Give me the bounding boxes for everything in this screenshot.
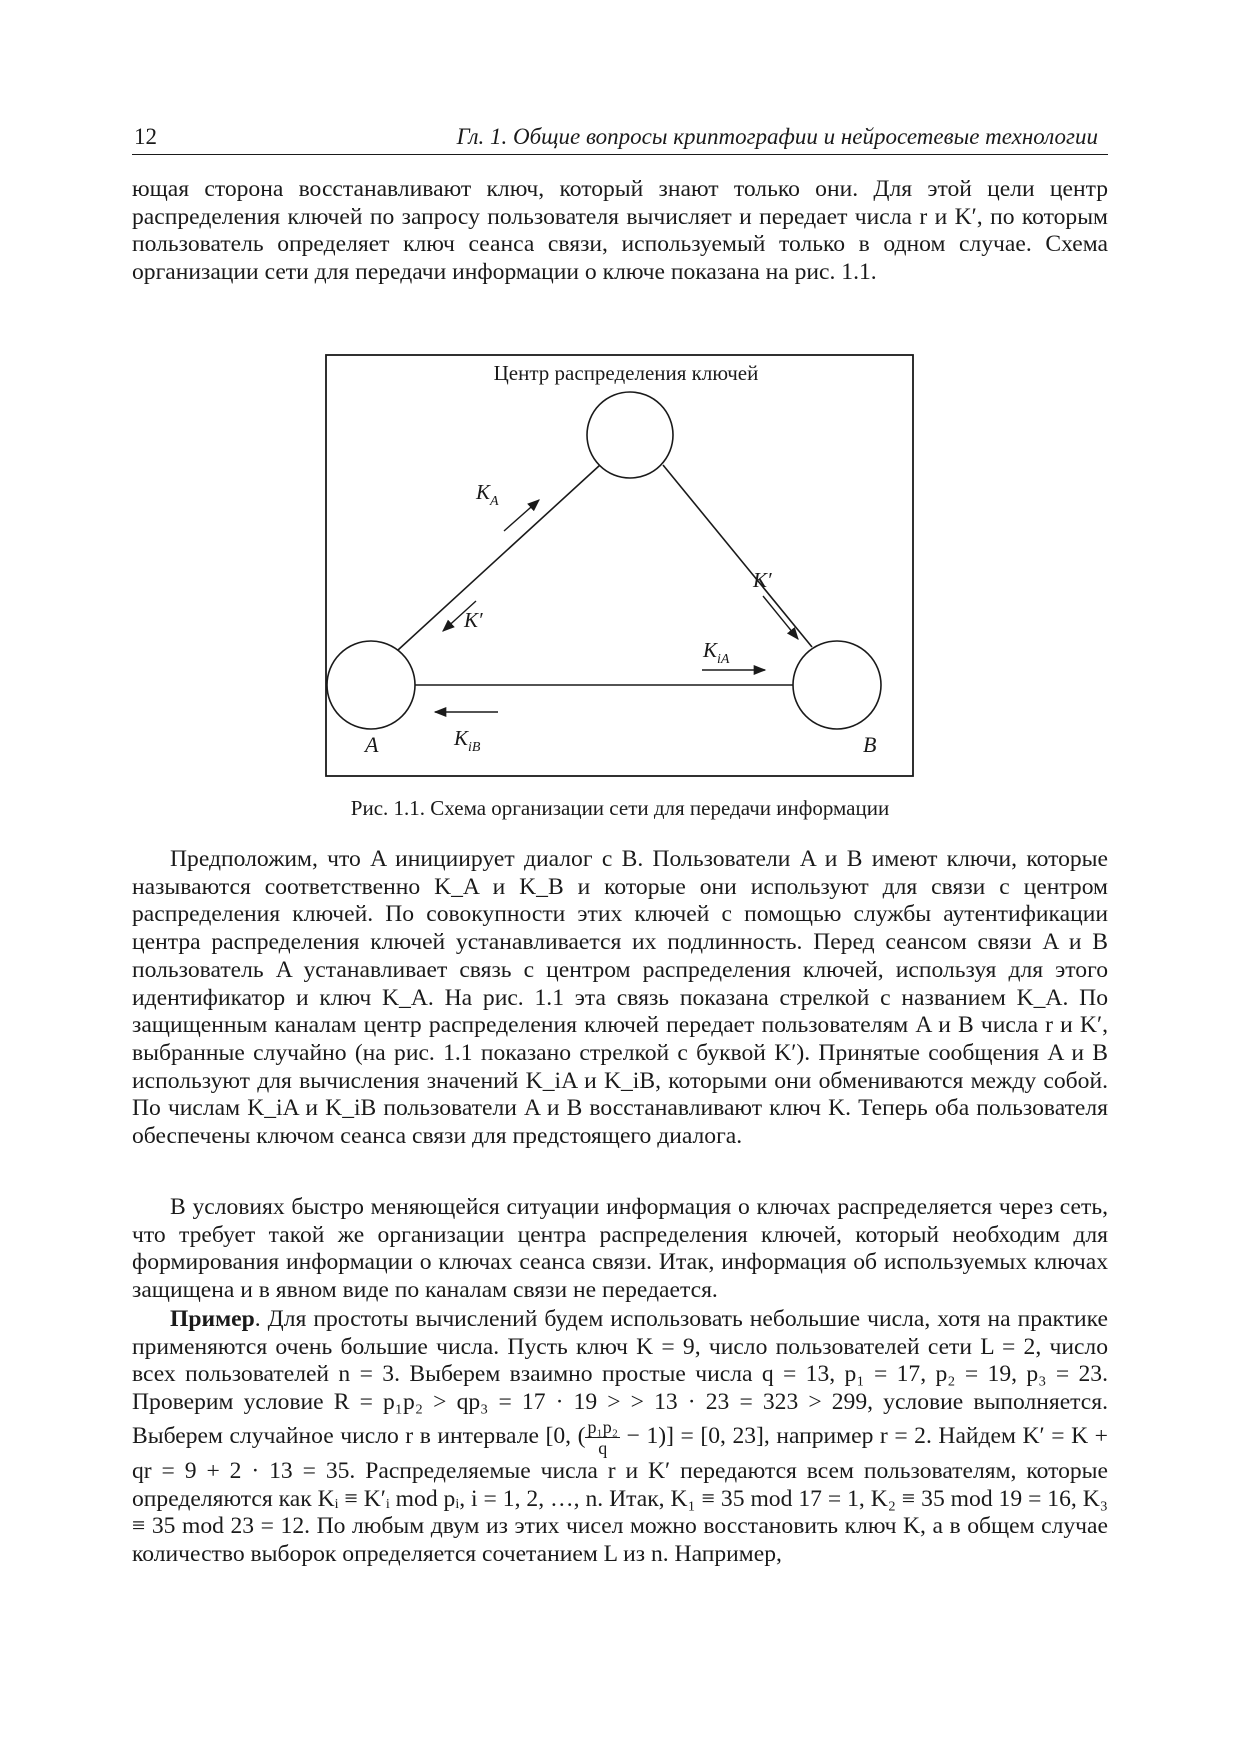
figure-caption: Рис. 1.1. Схема организации сети для передачи информации xyxy=(350,796,890,820)
example-text-part-1: . Для простоты вычислений будем использовать небольшие числа, хотя на практике применяются очень большие числа. Пусть ключ K = 9, число пользователей сети L = 2, число всех пользователей n = 3. Выберем взаимно простые числа q = 13, p₁ = 17, p₂ = 19, p₃ = 23. Проверим условие R = p₁p₂ > qp₃ = 17 · 19 > > 13 · 23 = 323 > 299, условие выполняется. Выберем случайное число r в интервале [0, ( xyxy=(132,1306,1108,1449)
link-center-b xyxy=(663,465,812,647)
intro-paragraph: ющая сторона восстанавливают ключ, который знают только они. Для этой цели центр распределения ключей по запросу пользователя вычисляет и передает числа r и K′, по которым пользователь определяет ключ сеанса связи, используемый только в одном случае. Схема организации сети для передачи информации о ключе показана на рис. 1.1. xyxy=(132,176,1108,286)
fraction-numerator: p₁p₂ xyxy=(587,1416,619,1437)
center-label: Центр распределения ключей xyxy=(493,361,759,385)
node-b-label: B xyxy=(863,732,877,757)
node-b-circle xyxy=(793,641,881,729)
body-paragraph-2: В условиях быстро меняющейся ситуации информация о ключах распределяется через сеть, что требует такой же организации центра распределения ключей, который необходим для формирования информации о ключах сеанса связи. Итак, информация об используемых ключах защищена и в явном виде по каналам связи не передается. xyxy=(132,1194,1108,1304)
chapter-title: Гл. 1. Общие вопросы криптографии и нейросетевые технологии xyxy=(456,124,1098,149)
fraction-p1p2-over-q xyxy=(585,1417,620,1458)
network-diagram xyxy=(325,354,914,777)
body-paragraph-1: Предположим, что A инициирует диалог с B. Пользователи A и B имеют ключи, которые называются соответственно K_A и K_B и которые они используют для связи с центром распределения ключей. По совокупности этих ключей с помощью службы аутентификации центра распределения ключей устанавливается их подлинность. Перед сеансом связи A и B пользователь A устанавливает связь с центром распределения ключей, используя для этого идентификатор и ключ K_A. На рис. 1.1 эта связь показана стрелкой с названием K_A. По защищенным каналам центр распределения ключей передает пользователям A и B числа r и K′, выбранные случайно (на рис. 1.1 показано стрелкой с буквой K′). Принятые сообщения A и B используют для вычисления значений K_iA и K_iB, которыми они обмениваются между собой. По числам K_iA и K_iB пользователи A и B восстанавливают ключ K. Теперь оба пользователя обеспечены ключом сеанса связи для предстоящего диалога. xyxy=(132,846,1108,1150)
example-paragraph xyxy=(132,1306,1108,1569)
arrow-kprime-right-label: K′ xyxy=(753,568,772,592)
arrow-kprime-left-label: K′ xyxy=(464,608,483,632)
example-text-part-2: − 1)] = [0, 23], например r = 2. Найдем K′ = K + qr = 9 + 2 · 13 = 35. Распределяемые числа r и K′ передаются всем пользователям, которые определяются как Kᵢ ≡ K′ᵢ mod pᵢ, i = 1, 2, …, n. Итак, K₁ ≡ 35 mod 17 = 1, K₂ ≡ 35 mod 19 = 16, K₃ ≡ 35 mod 23 = 12. По любым двум из этих чисел можно восстановить ключ K, а в общем случае количество выборок определяется сочетанием L из n. Например, xyxy=(132,1422,1108,1567)
arrow-kprime-right xyxy=(763,596,798,639)
node-a-label: A xyxy=(365,732,379,757)
page-number: 12 xyxy=(134,124,157,149)
arrow-kib-label: $K_{iB}$ xyxy=(454,726,481,755)
arrow-kia-label: $K_{iA}$ xyxy=(703,638,730,667)
link-a-center xyxy=(398,465,600,650)
arrow-ka-label: $K_A$ xyxy=(476,480,499,509)
node-a-circle xyxy=(327,641,415,729)
example-label: Пример xyxy=(170,1306,255,1332)
running-head xyxy=(132,124,1108,155)
fraction-denominator: q xyxy=(598,1437,608,1458)
